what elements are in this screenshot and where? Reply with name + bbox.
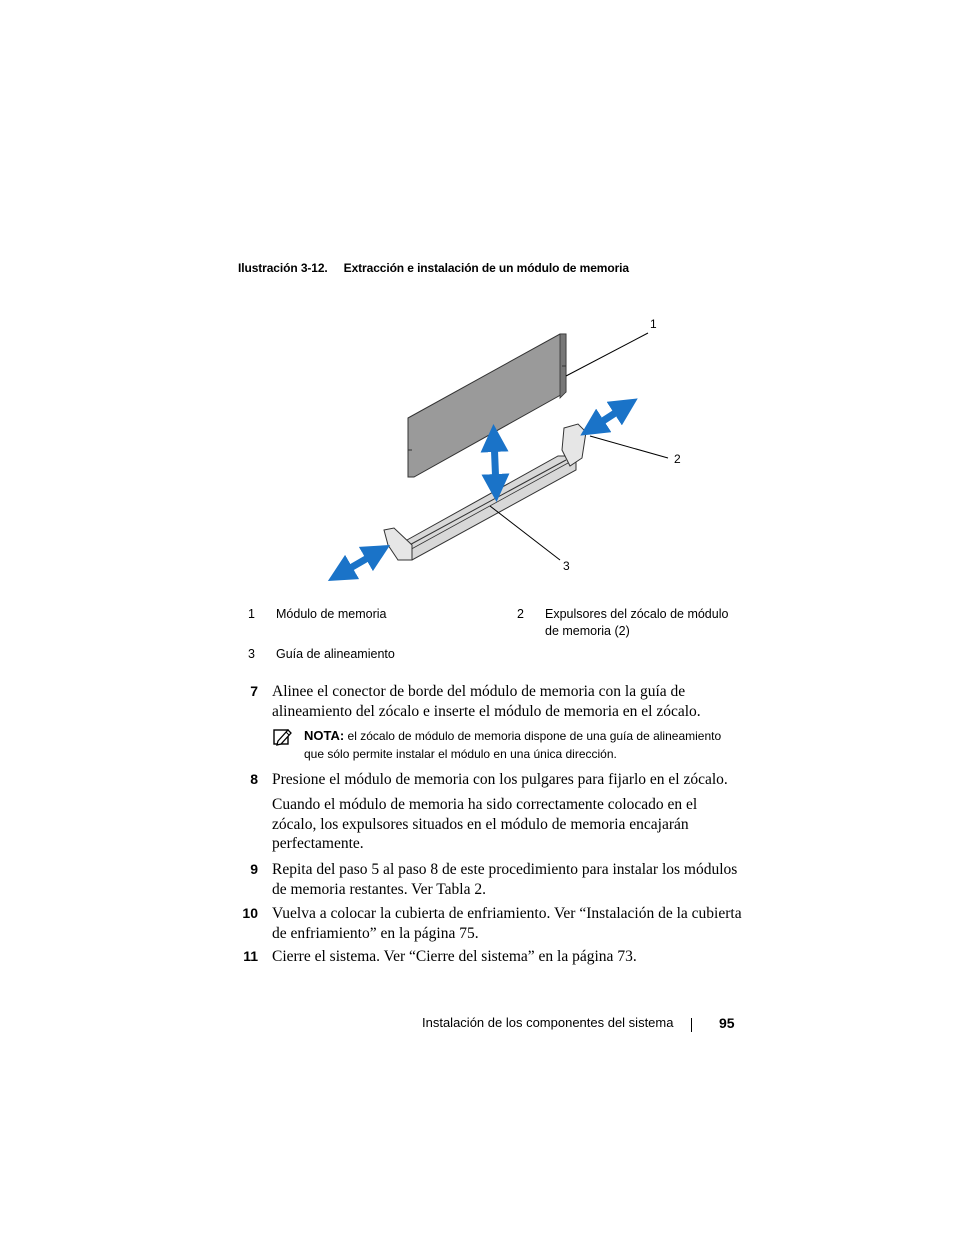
right-ejector-arrow (592, 406, 626, 428)
vertical-arrow (494, 438, 496, 488)
memory-module-illustration (320, 300, 700, 590)
memory-module (408, 334, 566, 477)
footer-separator (691, 1018, 692, 1032)
callout-2: 2 (674, 452, 681, 466)
note-text: el zócalo de módulo de memoria dispone de una guía de alineamiento que sólo permite instalar el módulo en una única dirección. (304, 729, 722, 761)
callout-3: 3 (563, 559, 570, 573)
legend-item-2: 2 Expulsores del zócalo de módulo de memoria (2) (517, 607, 729, 638)
note-label: NOTA: (304, 728, 345, 743)
figure-title: Extracción e instalación de un módulo de memoria (343, 261, 629, 275)
callout-1: 1 (650, 317, 657, 331)
figure-caption (238, 261, 629, 275)
footer-section-title: Instalación de los componentes del sistema (422, 1015, 674, 1030)
left-ejector-arrow (340, 552, 378, 574)
page-number: 95 (719, 1015, 735, 1031)
figure-number: Ilustración 3-12. (238, 261, 328, 275)
pencil-note-icon (272, 727, 292, 747)
step-8-followup: Cuando el módulo de memoria ha sido correctamente colocado en el zócalo, los expulsores situados en el módulo de memoria encajarán perfectamente. (272, 796, 698, 852)
